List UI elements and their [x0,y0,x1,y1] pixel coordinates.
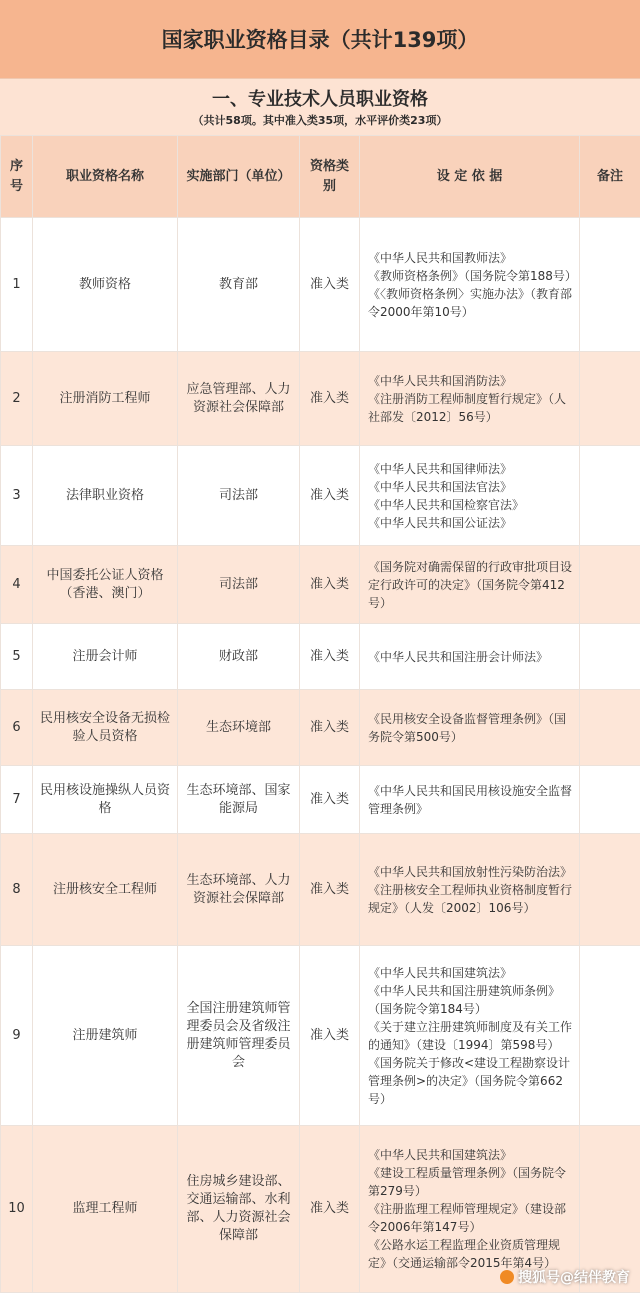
cell-basis [360,546,580,624]
cell-basis [360,946,580,1126]
basis-line: 《中华人民共和国律师法》 [368,461,513,476]
column-header-seq: 序号 [1,136,33,218]
cell-note [580,690,640,766]
cell-dept: 财政部 [178,624,300,690]
cell-note [580,218,640,352]
cell-note [580,946,640,1126]
basis-line: 《教师资格条例》（国务院令第188号） [368,268,577,283]
cell-basis [360,446,580,546]
table-row [1,352,640,446]
cell-seq: 8 [1,834,33,946]
cell-name: 中国委托公证人资格（香港、澳门） [33,546,178,624]
table-row [1,690,640,766]
watermark-text: 搜狐号@结伴教育 [518,1270,630,1286]
cell-name: 民用核安全设备无损检验人员资格 [33,690,178,766]
table-body [1,218,640,1293]
cell-type: 准入类 [300,624,360,690]
basis-line: 《国务院对确需保留的行政审批项目设定行政许可的决定》（国务院令第412号） [368,559,573,610]
basis-line: 《中华人民共和国检察官法》 [368,497,525,512]
cell-type: 准入类 [300,834,360,946]
cell-seq: 1 [1,218,33,352]
cell-note [580,446,640,546]
cell-dept: 教育部 [178,218,300,352]
cell-seq: 10 [1,1126,33,1293]
table-row [1,834,640,946]
sohu-logo-icon [500,1270,514,1284]
cell-type: 准入类 [300,218,360,352]
cell-name: 注册会计师 [33,624,178,690]
section-header [0,79,640,135]
cell-note [580,546,640,624]
basis-line: 《中华人民共和国法官法》 [368,479,513,494]
cell-type: 准入类 [300,546,360,624]
basis-line: 《关于建立注册建筑师制度及有关工作的通知》（建设〔1994〕第598号） [368,1019,573,1052]
basis-line: 《中华人民共和国公证法》 [368,515,513,530]
cell-name: 注册建筑师 [33,946,178,1126]
watermark [500,1267,630,1287]
basis-line: 《公路水运工程监理企业资质管理规定》（交通运输部令2015年第4号） [368,1238,561,1270]
basis-line: 《中华人民共和国教师法》 [368,250,513,265]
basis-line: 《中华人民共和国民用核设施安全监督管理条例》 [368,783,573,816]
cell-type: 准入类 [300,690,360,766]
cell-name: 法律职业资格 [33,446,178,546]
basis-line: 《民用核安全设备监督管理条例》（国务院令第500号） [368,711,567,744]
cell-dept: 司法部 [178,546,300,624]
table-header-row [1,136,640,218]
cell-name: 注册核安全工程师 [33,834,178,946]
basis-line: 《〈教师资格条例〉实施办法》（教育部令2000年第10号） [368,286,573,319]
section-heading: 一、专业技术人员职业资格 [212,89,428,110]
page-title: 国家职业资格目录（共计139项） [0,0,640,79]
column-header-name: 职业资格名称 [33,136,178,218]
cell-seq: 9 [1,946,33,1126]
cell-seq: 3 [1,446,33,546]
cell-seq: 4 [1,546,33,624]
section-summary: （共计58项。其中准入类35项，水平评价类23项） [192,114,448,127]
basis-line: 《中华人民共和国建筑法》 [368,965,513,980]
cell-note [580,834,640,946]
cell-note [580,624,640,690]
cell-type: 准入类 [300,946,360,1126]
cell-basis [360,352,580,446]
cell-basis [360,690,580,766]
cell-dept: 生态环境部 [178,690,300,766]
cell-basis [360,766,580,834]
basis-line: 《中华人民共和国建筑法》 [368,1148,513,1162]
cell-dept: 司法部 [178,446,300,546]
basis-line: 《国务院关于修改<建设工程勘察设计管理条例>的决定》（国务院令第662号） [368,1055,571,1106]
cell-name: 注册消防工程师 [33,352,178,446]
column-header-dept: 实施部门（单位） [178,136,300,218]
cell-dept: 住房城乡建设部、交通运输部、水利部、人力资源社会保障部 [178,1126,300,1293]
column-header-basis: 设 定 依 据 [360,136,580,218]
cell-type: 准入类 [300,352,360,446]
cell-name: 民用核设施操纵人员资格 [33,766,178,834]
cell-seq: 6 [1,690,33,766]
cell-dept: 生态环境部、国家能源局 [178,766,300,834]
column-header-note: 备注 [580,136,640,218]
cell-seq: 7 [1,766,33,834]
cell-basis [360,834,580,946]
basis-line: 《建设工程质量管理条例》（国务院令第279号） [368,1166,567,1198]
basis-line: 《中华人民共和国注册会计师法》 [368,649,549,664]
basis-line: 《中华人民共和国消防法》 [368,373,513,388]
basis-line: 《注册核安全工程师执业资格制度暂行规定》（人发〔2002〕106号） [368,882,573,915]
cell-note [580,352,640,446]
table-row [1,218,640,352]
table-row [1,624,640,690]
cell-seq: 5 [1,624,33,690]
cell-type: 准入类 [300,446,360,546]
table-row [1,546,640,624]
cell-seq: 2 [1,352,33,446]
basis-line: 《注册消防工程师制度暂行规定》（人社部发〔2012〕56号） [368,391,567,424]
cell-note [580,766,640,834]
cell-basis [360,624,580,690]
cell-type: 准入类 [300,1126,360,1293]
cell-dept: 生态环境部、人力资源社会保障部 [178,834,300,946]
cell-dept: 应急管理部、人力资源社会保障部 [178,352,300,446]
cell-name: 监理工程师 [33,1126,178,1293]
column-header-type: 资格类别 [300,136,360,218]
cell-type: 准入类 [300,766,360,834]
cell-name: 教师资格 [33,218,178,352]
basis-line: 《中华人民共和国放射性污染防治法》 [368,864,573,879]
basis-line: 《中华人民共和国注册建筑师条例》（国务院令第184号） [368,983,561,1016]
cell-basis [360,218,580,352]
qualification-table [0,135,640,1293]
table-row [1,946,640,1126]
table-row [1,446,640,546]
cell-dept: 全国注册建筑师管理委员会及省级注册建筑师管理委员会 [178,946,300,1126]
table-row [1,766,640,834]
basis-line: 《注册监理工程师管理规定》（建设部令2006年第147号） [368,1202,567,1234]
